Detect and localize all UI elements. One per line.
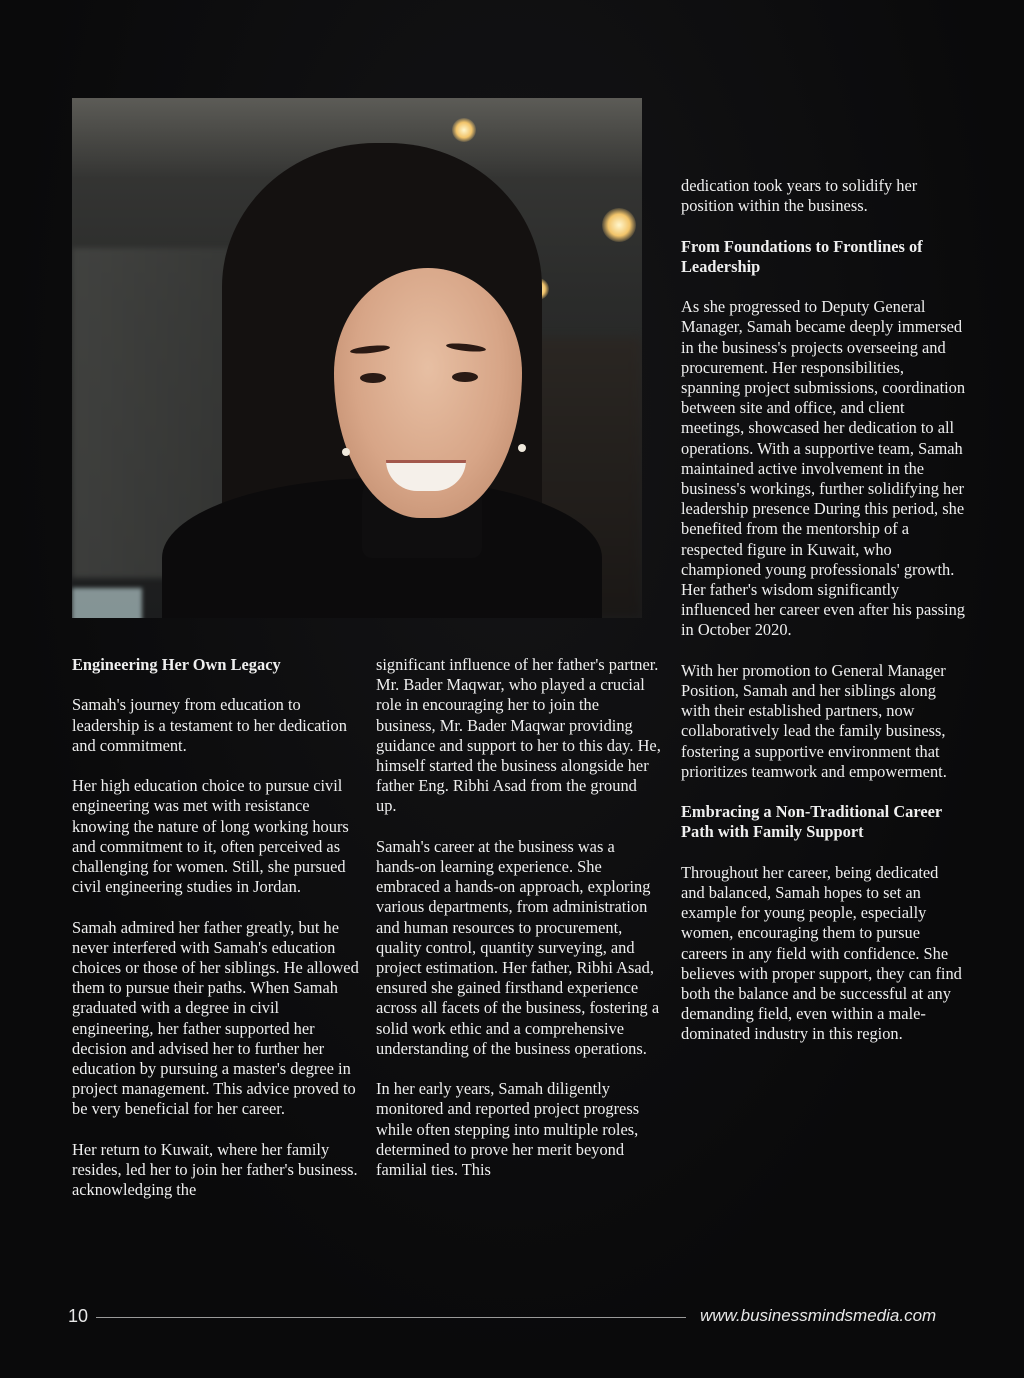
ceiling-light: [602, 208, 636, 242]
footer-divider: [96, 1317, 686, 1318]
paragraph: Samah's career at the business was a hands-on learning experience. She embraced a hands-on approach, exploring various departments, from administration and human resources to procurement, quality control, quantity surveying, and project estimation. Her father, Ribhi Asad, ensured she gained firsthand experience across all facets of the business, fostering a solid work ethic and a comprehensive understanding of the business operations.: [376, 836, 660, 1058]
paragraph: With her promotion to General Manager Position, Samah and her siblings along with their established partners, now collaboratively lead the family business, fostering a supportive environment that prioritizes teamwork and empowerment.: [681, 660, 947, 781]
paragraph: Throughout her career, being dedicated and balanced, Samah hopes to set an example for young people, especially women, encouraging them to pursue careers in any field with confidence. She believes with proper support, they can find both the balance and be successful at any demanding field, even within a male-dominated industry in this region.: [681, 862, 962, 1044]
section-heading: Embracing a Non-Traditional Career Path with Family Support: [681, 802, 942, 842]
text-column-1: [72, 655, 362, 1221]
paragraph: dedication took years to solidify her position within the business.: [681, 176, 918, 216]
paragraph: Her return to Kuwait, where her family resides, led her to join her father's business. acknowledging the: [72, 1139, 358, 1200]
paragraph: significant influence of her father's partner. Mr. Bader Maqwar, who played a crucial role in encouraging her to join the business, Mr. Bader Maqwar providing guidance and support to her to this day. He, himself started the business alongside her father Eng. Ribhi Asad from the ground up.: [376, 655, 661, 816]
footer-website-link[interactable]: www.businessmindsmedia.com: [700, 1306, 937, 1325]
section-heading: From Foundations to Frontlines of Leadership: [681, 236, 923, 276]
paragraph: In her early years, Samah diligently monitored and reported project progress while often stepping into multiple roles, determined to prove her merit beyond familial ties. This: [376, 1079, 640, 1180]
page-number: 10: [68, 1306, 89, 1326]
portrait-photo: [72, 98, 642, 618]
paragraph: As she progressed to Deputy General Manager, Samah became deeply immersed in the business's projects overseeing and procurement. Her responsibilities, spanning project submissions, coordination between site and office, and client meetings, showcased her dedication to all operations. With a supportive team, Samah maintained active involvement in the business's workings, further solidifying her leadership presence During this period, she benefited from the mentorship of a respected figure in Kuwait, who championed young professionals' growth. Her father's wisdom significantly influenced her career even after his passing in October 2020.: [681, 297, 966, 640]
text-column-3: [681, 176, 966, 1065]
text-column-2: [376, 655, 661, 1200]
paragraph: Her high education choice to pursue civil engineering was met with resistance knowing the nature of long working hours and commitment to it, often perceived as challenging for women. Still, she pursued civil engineering studies in Jordan.: [72, 776, 349, 897]
paragraph: Samah's journey from education to leadership is a testament to her dedication and commitment.: [72, 695, 347, 755]
section-heading: Engineering Her Own Legacy: [72, 655, 281, 674]
ceiling-light: [452, 118, 476, 142]
paragraph: Samah admired her father greatly, but he never interfered with Samah's education choices or those of her siblings. He allowed them to pursue their paths. When Samah graduated with a degree in civil engineering, her father supported her decision and advised her to further her education by pursuing a master's degree in project management. This advice proved to be very beneficial for her career.: [72, 917, 359, 1119]
